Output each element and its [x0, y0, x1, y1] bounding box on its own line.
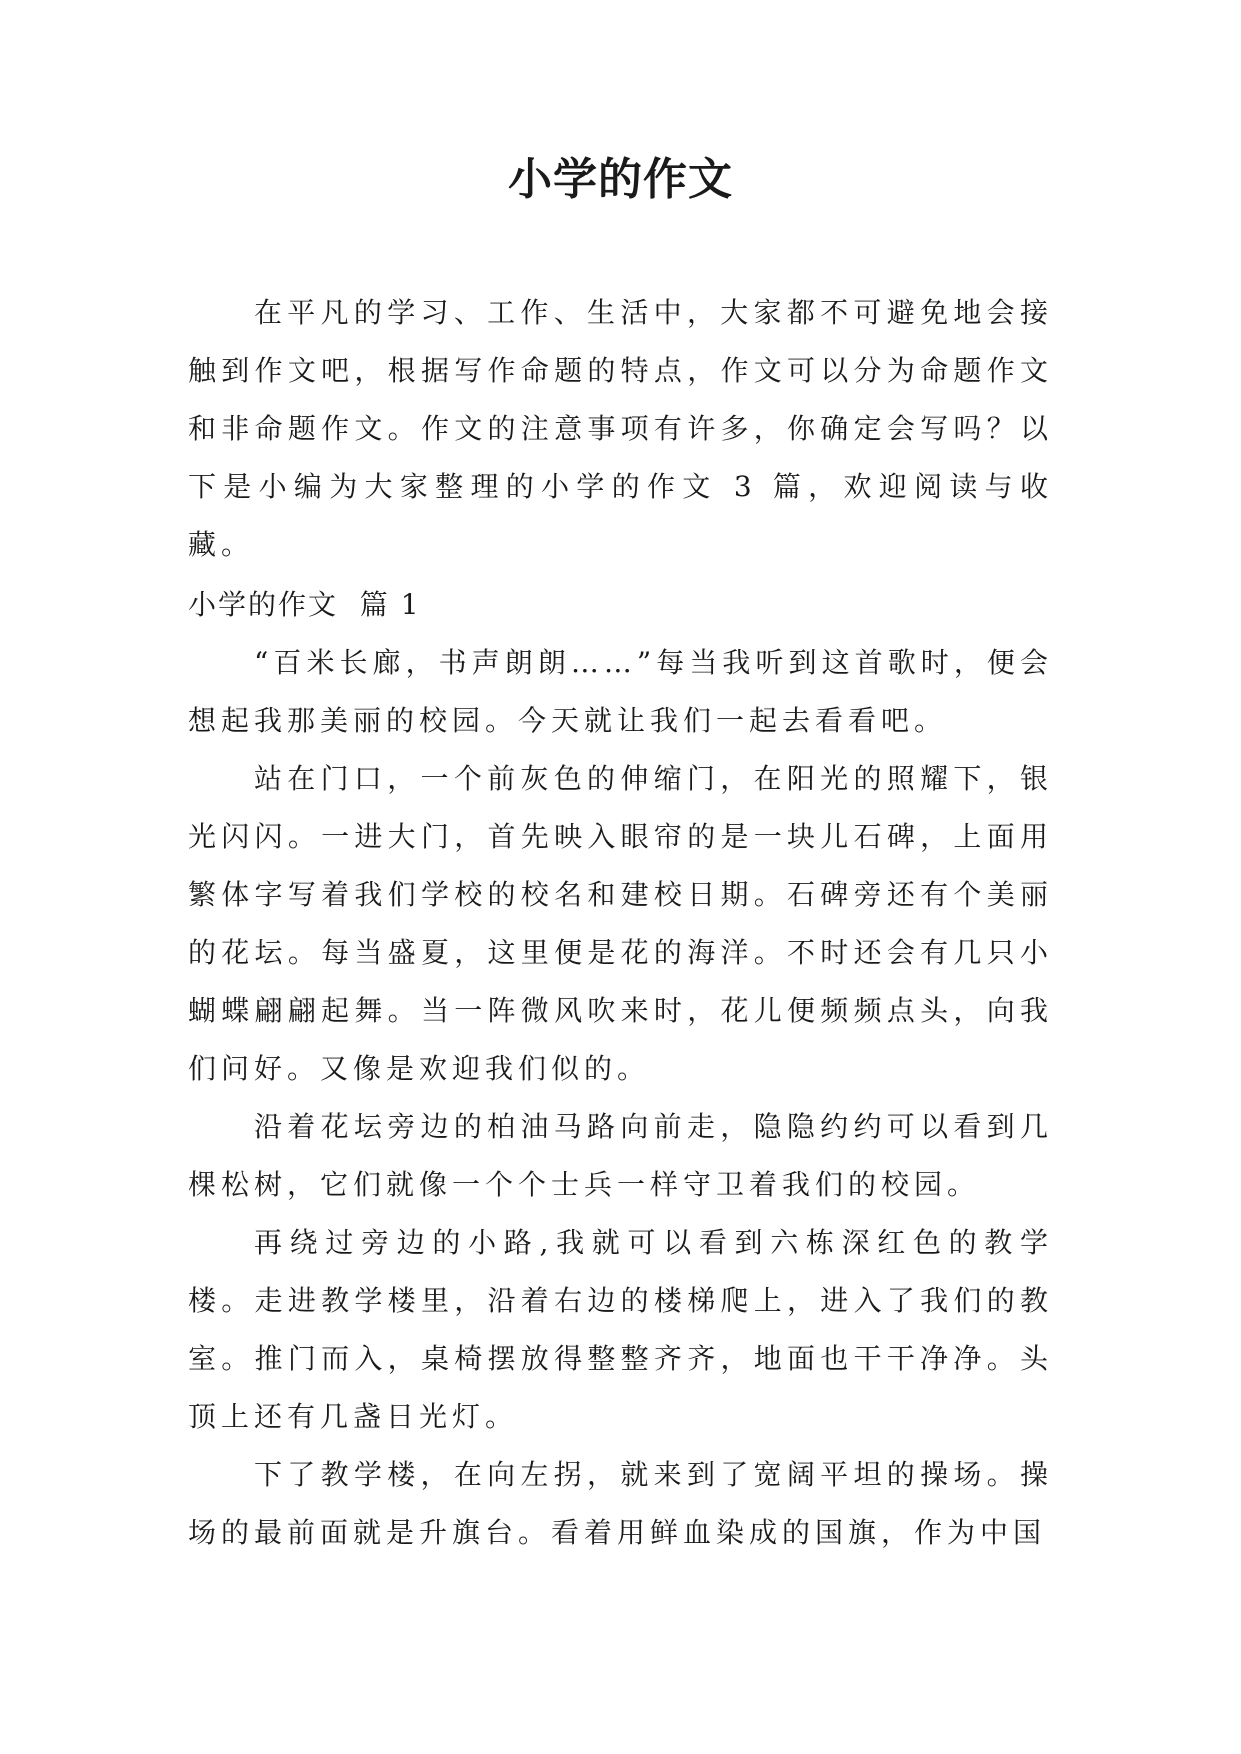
paragraph: 再绕过旁边的小路,我就可以看到六栋深红色的教学楼。走进教学楼里，沿着右边的楼梯爬上，进入了我们的教室。推门而入，桌椅摆放得整整齐齐，地面也干干净净。头顶上还有几盏日光灯。 [188, 1226, 1053, 1433]
section-heading: 小学的作文 篇 1 [188, 588, 421, 621]
paragraph: 沿着花坛旁边的柏油马路向前走，隐隐约约可以看到几棵松树，它们就像一个个士兵一样守卫着我们的校园。 [188, 1110, 1053, 1201]
article-body [188, 634, 1053, 1562]
intro-section [188, 284, 1053, 574]
paragraph: 下了教学楼，在向左拐，就来到了宽阔平坦的操场。操场的最前面就是升旗台。看着用鲜血染成的国旗，作为中国 [188, 1458, 1053, 1549]
intro-paragraph: 在平凡的学习、工作、生活中，大家都不可避免地会接触到作文吧，根据写作命题的特点，作文可以分为命题作文和非命题作文。作文的注意事项有许多，你确定会写吗？以下是小编为大家整理的小学的作文 3 篇，欢迎阅读与收藏。 [188, 296, 1053, 561]
paragraph: 站在门口，一个前灰色的伸缩门，在阳光的照耀下，银光闪闪。一进大门，首先映入眼帘的是一块儿石碑，上面用繁体字写着我们学校的校名和建校日期。石碑旁还有个美丽的花坛。每当盛夏，这里便是花的海洋。不时还会有几只小蝴蝶翩翩起舞。当一阵微风吹来时，花儿便频频点头，向我们问好。又像是欢迎我们似的。 [188, 762, 1053, 1085]
document-title: 小学的作文 [508, 154, 733, 205]
paragraph: “百米长廊，书声朗朗……”每当我听到这首歌时，便会想起我那美丽的校园。今天就让我们一起去看看吧。 [188, 646, 1053, 737]
